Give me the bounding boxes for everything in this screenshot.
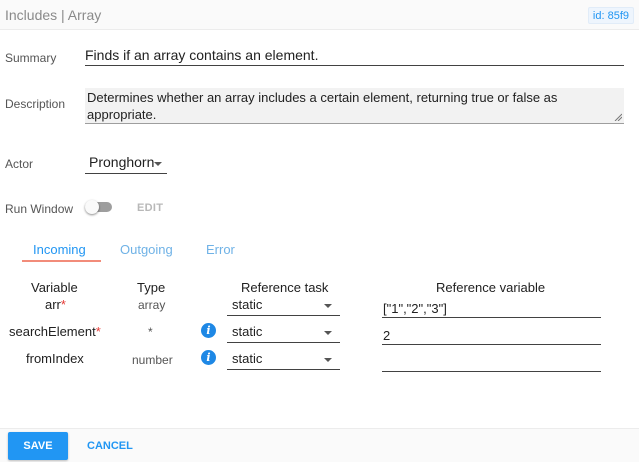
run-window-toggle[interactable] — [85, 200, 112, 214]
id-badge: id: 85f9 — [588, 7, 634, 24]
reference-task-value: static — [232, 324, 263, 339]
variable-type: * — [148, 325, 153, 339]
actor-value: Pronghorn — [89, 154, 155, 170]
summary-label: Summary — [5, 51, 57, 65]
tab-outgoing[interactable]: Outgoing — [120, 242, 173, 257]
reference-task-value: static — [232, 351, 263, 366]
tab-incoming[interactable]: Incoming — [33, 242, 86, 257]
reference-task-select[interactable] — [227, 348, 340, 370]
toggle-knob — [85, 200, 99, 214]
description-value: Determines whether an array includes a certain element, returning true or false as appropriate. — [87, 90, 558, 122]
reference-variable-value: ["1","2","3"] — [383, 301, 447, 316]
required-marker: * — [95, 324, 101, 339]
header-variable: Variable — [31, 280, 78, 295]
title-bar — [0, 0, 639, 30]
reference-variable-input[interactable] — [382, 325, 601, 345]
run-window-label: Run Window — [5, 202, 74, 216]
summary-input[interactable] — [85, 46, 624, 66]
variable-name: searchElement* — [9, 324, 101, 339]
reference-task-select[interactable] — [227, 294, 340, 316]
reference-variable-input[interactable] — [382, 298, 601, 318]
info-icon[interactable]: i — [201, 323, 216, 338]
info-icon[interactable]: i — [201, 350, 216, 365]
variable-name: arr* — [45, 297, 66, 312]
chevron-down-icon — [154, 162, 162, 166]
resize-grip-icon[interactable] — [614, 113, 622, 121]
cancel-button[interactable]: CANCEL — [87, 440, 133, 452]
actor-label: Actor — [5, 157, 34, 171]
description-label: Description — [5, 97, 66, 111]
actor-select[interactable] — [85, 153, 167, 174]
reference-variable-input[interactable] — [382, 352, 601, 372]
tab-error[interactable]: Error — [206, 242, 235, 257]
summary-value: Finds if an array contains an element. — [85, 47, 319, 63]
reference-variable-value: 2 — [383, 328, 391, 343]
variable-type: number — [132, 353, 173, 367]
variable-type: array — [138, 298, 166, 312]
reference-task-value: static — [232, 297, 263, 312]
header-ref-task: Reference task — [241, 280, 329, 295]
edit-button[interactable]: EDIT — [137, 202, 164, 214]
chevron-down-icon — [324, 304, 332, 308]
header-ref-variable: Reference variable — [436, 280, 546, 295]
window-title: Includes | Array — [5, 7, 102, 23]
variable-name: fromIndex — [26, 351, 84, 366]
required-marker: * — [60, 297, 66, 312]
chevron-down-icon — [324, 358, 332, 362]
save-button[interactable]: SAVE — [8, 432, 68, 460]
chevron-down-icon — [324, 331, 332, 335]
description-textarea[interactable] — [85, 88, 624, 124]
active-tab-indicator — [22, 260, 101, 262]
reference-task-select[interactable] — [227, 321, 340, 343]
header-type: Type — [137, 280, 166, 295]
